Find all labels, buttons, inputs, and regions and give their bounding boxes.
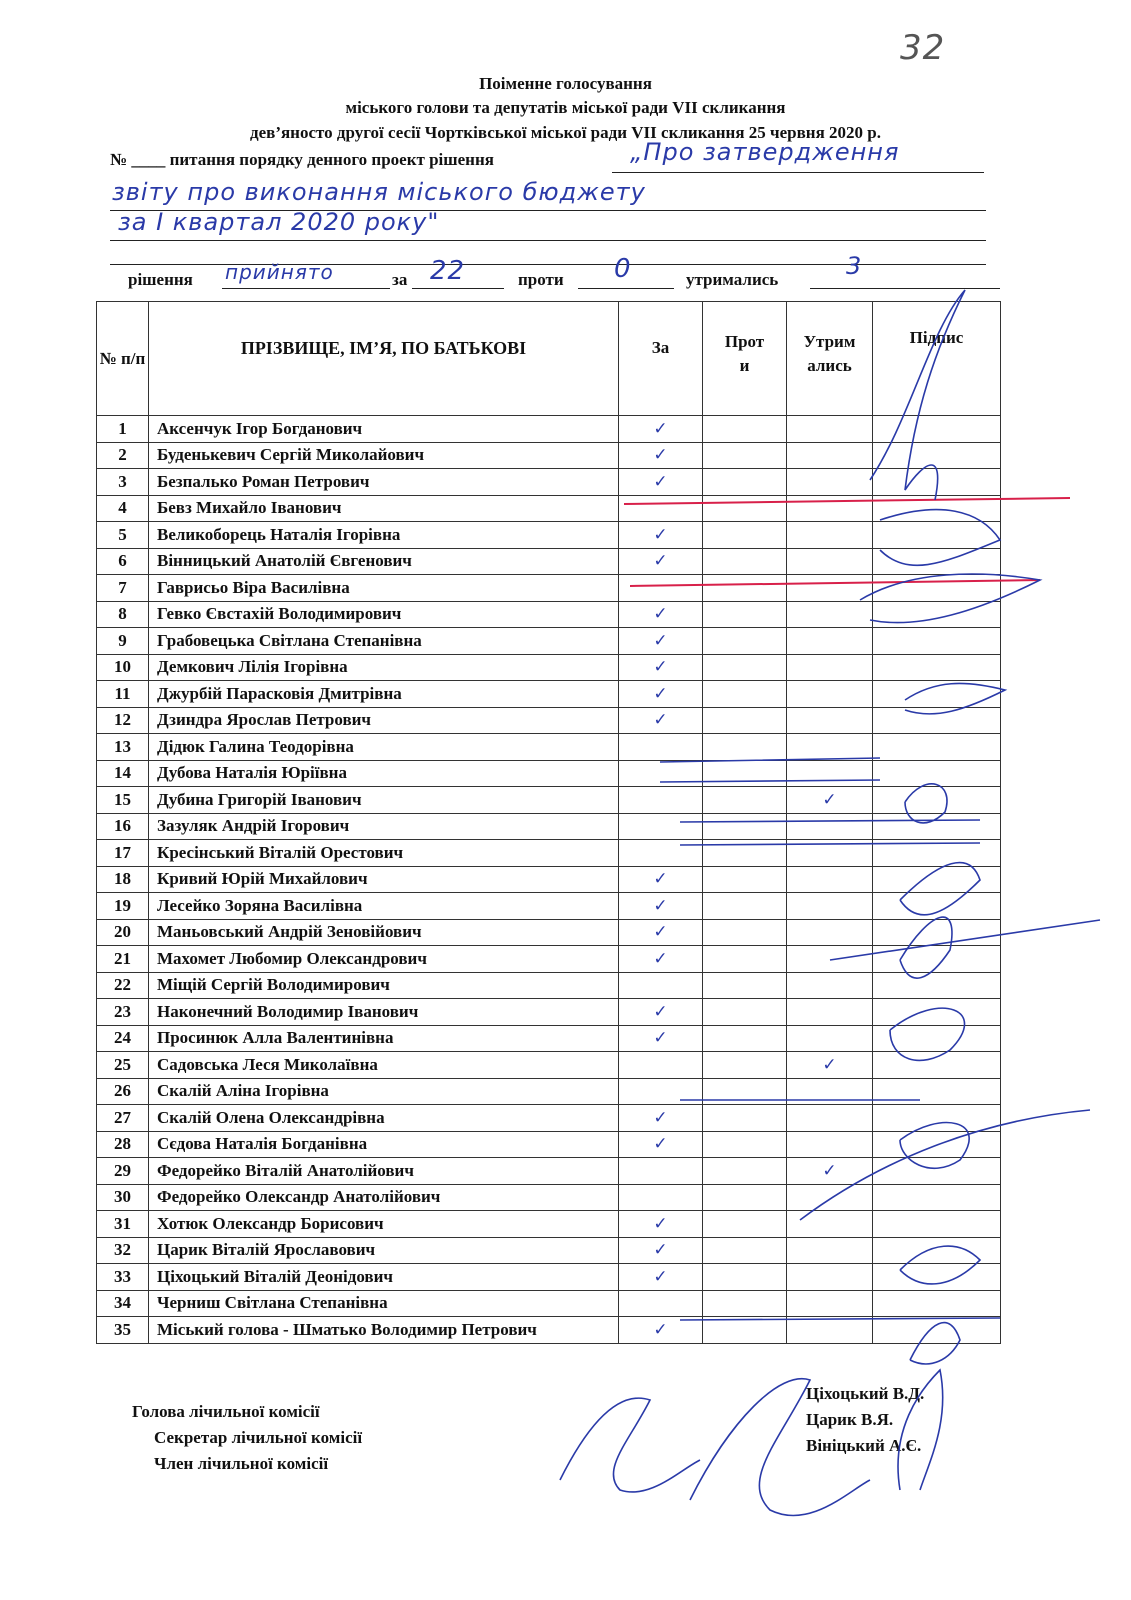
col-abstain-header: Утримались [787, 302, 873, 416]
table-row [97, 681, 1001, 708]
vote-for-cell-checkmark: ✓ [619, 601, 703, 628]
signature-cell [873, 999, 1001, 1026]
row-number: 7 [97, 575, 149, 602]
row-number: 29 [97, 1158, 149, 1185]
col-number-header: № п/п [97, 302, 149, 416]
table-row [97, 707, 1001, 734]
signature-cell [873, 1264, 1001, 1291]
row-number: 6 [97, 548, 149, 575]
vote-against-cell [703, 628, 787, 655]
table-row [97, 1237, 1001, 1264]
signature-cell [873, 654, 1001, 681]
col-against-header: Проти [703, 302, 787, 416]
row-number: 11 [97, 681, 149, 708]
deputy-name: Федорейко Віталій Анатолійович [149, 1158, 619, 1185]
signature-cell [873, 1025, 1001, 1052]
deputy-name: Демкович Лілія Ігорівна [149, 654, 619, 681]
vote-against-cell [703, 707, 787, 734]
table-row [97, 1025, 1001, 1052]
vote-against-cell [703, 1290, 787, 1317]
table-row [97, 813, 1001, 840]
vote-abstain-cell [787, 495, 873, 522]
col-name-header: ПРІЗВИЩЕ, ІМ’Я, ПО БАТЬКОВІ [149, 302, 619, 416]
vote-for-cell [619, 813, 703, 840]
vote-for-cell [619, 840, 703, 867]
signature-cell [873, 601, 1001, 628]
vote-against-cell [703, 999, 787, 1026]
deputy-name: Зазуляк Андрій Ігорович [149, 813, 619, 840]
vote-for-cell [619, 575, 703, 602]
for-underline [412, 288, 504, 289]
signature-cell [873, 1131, 1001, 1158]
signature-cell [873, 628, 1001, 655]
signature-cell [873, 681, 1001, 708]
vote-for-cell-checkmark: ✓ [619, 707, 703, 734]
row-number: 35 [97, 1317, 149, 1344]
signature-cell [873, 1158, 1001, 1185]
signature-cell [873, 866, 1001, 893]
deputy-name: Гевко Євстахій Володимирович [149, 601, 619, 628]
deputy-name: Садовська Леся Миколаївна [149, 1052, 619, 1079]
deputy-name: Дзиндра Ярослав Петрович [149, 707, 619, 734]
vote-against-cell [703, 522, 787, 549]
vote-abstain-cell [787, 734, 873, 761]
vote-for-cell-checkmark: ✓ [619, 866, 703, 893]
vote-against-cell [703, 575, 787, 602]
vote-abstain-cell [787, 707, 873, 734]
deputy-name: Міщій Сергій Володимирович [149, 972, 619, 999]
signature-cell [873, 1237, 1001, 1264]
vote-against-cell [703, 1105, 787, 1132]
signature-cell [873, 1290, 1001, 1317]
vote-abstain-cell [787, 601, 873, 628]
deputy-name: Наконечний Володимир Іванович [149, 999, 619, 1026]
vote-for-cell-checkmark: ✓ [619, 469, 703, 496]
row-number: 18 [97, 866, 149, 893]
table-row [97, 628, 1001, 655]
row-number: 24 [97, 1025, 149, 1052]
vote-for-cell-checkmark: ✓ [619, 1211, 703, 1238]
table-row [97, 1317, 1001, 1344]
table-row [97, 999, 1001, 1026]
row-number: 26 [97, 1078, 149, 1105]
vote-abstain-cell [787, 813, 873, 840]
vote-for-cell-checkmark: ✓ [619, 654, 703, 681]
deputy-name: Скалій Аліна Ігорівна [149, 1078, 619, 1105]
deputy-name: Аксенчук Ігор Богданович [149, 416, 619, 443]
vote-against-cell [703, 654, 787, 681]
question-handwritten-2: звіту про виконання міського бюджету [112, 178, 646, 206]
table-row [97, 1290, 1001, 1317]
vote-for-cell [619, 1290, 703, 1317]
vote-for-cell [619, 1184, 703, 1211]
deputy-name: Дубина Григорій Іванович [149, 787, 619, 814]
table-row [97, 1184, 1001, 1211]
row-number: 20 [97, 919, 149, 946]
counting-commission-member-label: Член лічильної комісії [154, 1454, 329, 1473]
table-row [97, 495, 1001, 522]
question-underline-1 [612, 172, 984, 173]
row-number: 21 [97, 946, 149, 973]
row-number: 34 [97, 1290, 149, 1317]
deputy-name: Грабовецька Світлана Степанівна [149, 628, 619, 655]
deputy-name: Великоборець Наталія Ігорівна [149, 522, 619, 549]
against-underline [578, 288, 674, 289]
row-number: 16 [97, 813, 149, 840]
vote-against-cell [703, 601, 787, 628]
table-row [97, 1264, 1001, 1291]
row-number: 12 [97, 707, 149, 734]
vote-against-cell [703, 548, 787, 575]
vote-against-cell [703, 734, 787, 761]
vote-against-cell [703, 813, 787, 840]
table-row [97, 1078, 1001, 1105]
table-row [97, 522, 1001, 549]
vote-against-cell [703, 760, 787, 787]
vote-against-cell [703, 972, 787, 999]
signature-cell [873, 840, 1001, 867]
table-row [97, 1105, 1001, 1132]
signature-cell [873, 787, 1001, 814]
vote-against-cell [703, 1237, 787, 1264]
table-row [97, 734, 1001, 761]
row-number: 14 [97, 760, 149, 787]
table-row [97, 548, 1001, 575]
vote-for-cell-checkmark: ✓ [619, 1237, 703, 1264]
vote-for-cell [619, 1158, 703, 1185]
question-handwritten-3: за І квартал 2020 року" [118, 208, 440, 236]
row-number: 5 [97, 522, 149, 549]
against-value: 0 [614, 254, 632, 284]
row-number: 13 [97, 734, 149, 761]
vote-for-cell [619, 734, 703, 761]
vote-abstain-cell [787, 760, 873, 787]
vote-abstain-cell [787, 654, 873, 681]
row-number: 9 [97, 628, 149, 655]
vote-for-cell-checkmark: ✓ [619, 522, 703, 549]
vote-for-cell [619, 760, 703, 787]
question-handwritten-1: „Про затвердження [630, 138, 900, 166]
vote-abstain-cell [787, 999, 873, 1026]
vote-for-cell-checkmark: ✓ [619, 999, 703, 1026]
signature-cell [873, 442, 1001, 469]
vote-abstain-cell [787, 919, 873, 946]
row-number: 19 [97, 893, 149, 920]
signature-cell [873, 760, 1001, 787]
table-row [97, 416, 1001, 443]
row-number: 28 [97, 1131, 149, 1158]
signature-cell [873, 813, 1001, 840]
table-row [97, 893, 1001, 920]
vote-abstain-cell [787, 946, 873, 973]
vote-abstain-cell [787, 1078, 873, 1105]
document-subtitle: міського голови та депутатів міської ради VII скликання [345, 98, 786, 117]
vote-abstain-cell [787, 1211, 873, 1238]
vote-abstain-cell [787, 628, 873, 655]
chair-name: Ціхоцький В.Д. [806, 1384, 925, 1403]
member-name: Вініцький А.Є. [806, 1436, 922, 1455]
row-number: 25 [97, 1052, 149, 1079]
table-row [97, 866, 1001, 893]
document-title: Поіменне голосування [479, 74, 652, 93]
question-prefix: № ____ питання порядку денного проект рішення [110, 150, 494, 169]
row-number: 30 [97, 1184, 149, 1211]
vote-against-cell [703, 469, 787, 496]
signature-cell [873, 893, 1001, 920]
vote-abstain-cell [787, 972, 873, 999]
deputy-name: Дідюк Галина Теодорівна [149, 734, 619, 761]
signature-cell [873, 548, 1001, 575]
deputy-name: Бевз Михайло Іванович [149, 495, 619, 522]
vote-abstain-cell [787, 522, 873, 549]
row-number: 17 [97, 840, 149, 867]
table-row [97, 919, 1001, 946]
row-number: 32 [97, 1237, 149, 1264]
signature-cell [873, 1317, 1001, 1344]
deputy-name: Кресінський Віталій Орестович [149, 840, 619, 867]
counting-commission-secretary-label: Секретар лічильної комісії [154, 1428, 363, 1447]
deputy-name: Ціхоцький Віталій Деонідович [149, 1264, 619, 1291]
deputy-name: Махомет Любомир Олександрович [149, 946, 619, 973]
vote-for-cell-checkmark: ✓ [619, 548, 703, 575]
abstain-label: утримались [686, 270, 779, 289]
col-for-header: За [619, 302, 703, 416]
decision-label: рішення [128, 270, 193, 289]
signature-cell [873, 1211, 1001, 1238]
vote-against-cell [703, 1317, 787, 1344]
signature-cell [873, 1052, 1001, 1079]
signature-cell [873, 707, 1001, 734]
vote-against-cell [703, 1184, 787, 1211]
table-row [97, 972, 1001, 999]
vote-abstain-cell-checkmark: ✓ [787, 1158, 873, 1185]
signature-cell [873, 1078, 1001, 1105]
deputy-name: Міський голова - Шматько Володимир Петрович [149, 1317, 619, 1344]
table-row [97, 946, 1001, 973]
signature-cell [873, 734, 1001, 761]
vote-abstain-cell-checkmark: ✓ [787, 787, 873, 814]
vote-abstain-cell [787, 893, 873, 920]
vote-against-cell [703, 787, 787, 814]
row-number: 33 [97, 1264, 149, 1291]
table-row [97, 469, 1001, 496]
col-signature-header: Підпис [873, 302, 1001, 416]
vote-for-cell-checkmark: ✓ [619, 1264, 703, 1291]
vote-abstain-cell [787, 1237, 873, 1264]
for-label: за [392, 270, 408, 289]
row-number: 31 [97, 1211, 149, 1238]
row-number: 3 [97, 469, 149, 496]
vote-abstain-cell [787, 1025, 873, 1052]
table-row [97, 787, 1001, 814]
deputy-name: Вінницький Анатолій Євгенович [149, 548, 619, 575]
vote-against-cell [703, 919, 787, 946]
deputy-name: Дубова Наталія Юріївна [149, 760, 619, 787]
table-row [97, 1211, 1001, 1238]
deputy-name: Федорейко Олександр Анатолійович [149, 1184, 619, 1211]
vote-abstain-cell [787, 548, 873, 575]
vote-abstain-cell [787, 1264, 873, 1291]
table-row [97, 1158, 1001, 1185]
vote-abstain-cell [787, 1317, 873, 1344]
vote-abstain-cell [787, 575, 873, 602]
deputy-name: Скалій Олена Олександрівна [149, 1105, 619, 1132]
vote-abstain-cell [787, 681, 873, 708]
vote-for-cell-checkmark: ✓ [619, 681, 703, 708]
vote-against-cell [703, 866, 787, 893]
voting-table [96, 301, 1001, 1344]
vote-against-cell [703, 1131, 787, 1158]
row-number: 10 [97, 654, 149, 681]
vote-against-cell [703, 1211, 787, 1238]
vote-for-cell-checkmark: ✓ [619, 1317, 703, 1344]
counting-commission-chair-label: Голова лічильної комісії [132, 1402, 320, 1421]
deputy-name: Сєдова Наталія Богданівна [149, 1131, 619, 1158]
signature-cell [873, 416, 1001, 443]
vote-against-cell [703, 1264, 787, 1291]
vote-for-cell [619, 495, 703, 522]
secretary-name: Царик В.Я. [806, 1410, 894, 1429]
deputy-name: Просинюк Алла Валентинівна [149, 1025, 619, 1052]
row-number: 4 [97, 495, 149, 522]
vote-against-cell [703, 1025, 787, 1052]
vote-abstain-cell-checkmark: ✓ [787, 1052, 873, 1079]
vote-against-cell [703, 416, 787, 443]
vote-for-cell [619, 1078, 703, 1105]
table-row [97, 575, 1001, 602]
deputy-name: Гаврисьо Віра Василівна [149, 575, 619, 602]
table-row [97, 1052, 1001, 1079]
vote-for-cell-checkmark: ✓ [619, 442, 703, 469]
table-row [97, 601, 1001, 628]
session-line: дев’яносто другої сесії Чортківської міської ради VII скликання 25 червня 2020 р. [250, 123, 881, 142]
decision-value: прийнято [225, 260, 334, 284]
deputy-name: Маньовський Андрій Зеновійович [149, 919, 619, 946]
vote-against-cell [703, 946, 787, 973]
vote-abstain-cell [787, 469, 873, 496]
vote-for-cell-checkmark: ✓ [619, 416, 703, 443]
row-number: 23 [97, 999, 149, 1026]
vote-abstain-cell [787, 866, 873, 893]
vote-against-cell [703, 495, 787, 522]
table-row [97, 760, 1001, 787]
vote-for-cell [619, 972, 703, 999]
vote-for-cell-checkmark: ✓ [619, 893, 703, 920]
row-number: 22 [97, 972, 149, 999]
question-underline-3 [110, 240, 986, 241]
vote-against-cell [703, 1158, 787, 1185]
row-number: 1 [97, 416, 149, 443]
vote-for-cell-checkmark: ✓ [619, 628, 703, 655]
vote-abstain-cell [787, 1290, 873, 1317]
row-number: 27 [97, 1105, 149, 1132]
vote-for-cell-checkmark: ✓ [619, 1105, 703, 1132]
deputy-name: Лесейко Зоряна Василівна [149, 893, 619, 920]
vote-against-cell [703, 681, 787, 708]
against-label: проти [518, 270, 564, 289]
signature-cell [873, 919, 1001, 946]
signature-cell [873, 469, 1001, 496]
vote-against-cell [703, 840, 787, 867]
deputy-name: Кривий Юрій Михайлович [149, 866, 619, 893]
vote-for-cell-checkmark: ✓ [619, 919, 703, 946]
deputy-name: Черниш Світлана Степанівна [149, 1290, 619, 1317]
vote-for-cell-checkmark: ✓ [619, 1025, 703, 1052]
vote-against-cell [703, 1078, 787, 1105]
vote-for-cell-checkmark: ✓ [619, 1131, 703, 1158]
decision-underline [222, 288, 390, 289]
signature-scribble [560, 1398, 700, 1492]
vote-for-cell [619, 1052, 703, 1079]
vote-against-cell [703, 1052, 787, 1079]
vote-against-cell [703, 442, 787, 469]
row-number: 2 [97, 442, 149, 469]
deputy-name: Хотюк Олександр Борисович [149, 1211, 619, 1238]
row-number: 15 [97, 787, 149, 814]
deputy-name: Джурбій Парасковія Дмитрівна [149, 681, 619, 708]
vote-against-cell [703, 893, 787, 920]
vote-abstain-cell [787, 840, 873, 867]
table-row [97, 442, 1001, 469]
table-row [97, 840, 1001, 867]
deputy-name: Безпалько Роман Петрович [149, 469, 619, 496]
signature-cell [873, 972, 1001, 999]
vote-for-cell [619, 787, 703, 814]
signature-cell [873, 495, 1001, 522]
row-number: 8 [97, 601, 149, 628]
deputy-name: Царик Віталій Ярославович [149, 1237, 619, 1264]
abstain-value: 3 [846, 252, 863, 280]
signature-cell [873, 1105, 1001, 1132]
signature-cell [873, 946, 1001, 973]
signature-cell [873, 522, 1001, 549]
for-value: 22 [430, 256, 466, 286]
vote-abstain-cell [787, 416, 873, 443]
page-number: 32 [900, 28, 946, 68]
vote-for-cell-checkmark: ✓ [619, 946, 703, 973]
table-row [97, 654, 1001, 681]
vote-abstain-cell [787, 442, 873, 469]
abstain-underline [810, 288, 1000, 289]
signature-cell [873, 1184, 1001, 1211]
vote-abstain-cell [787, 1105, 873, 1132]
signature-cell [873, 575, 1001, 602]
deputy-name: Буденькевич Сергій Миколайович [149, 442, 619, 469]
vote-abstain-cell [787, 1184, 873, 1211]
vote-abstain-cell [787, 1131, 873, 1158]
table-row [97, 1131, 1001, 1158]
